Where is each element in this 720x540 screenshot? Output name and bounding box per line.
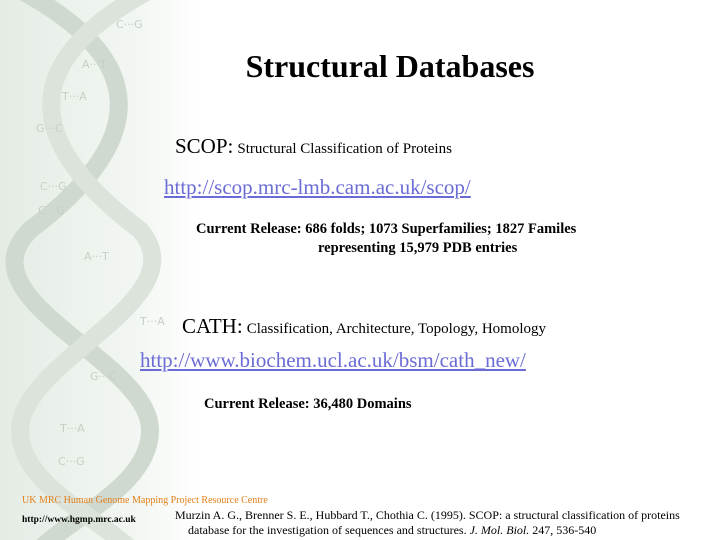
scop-url-link[interactable]: http://scop.mrc-lmb.cam.ac.uk/scop/ <box>164 175 471 199</box>
base-pair-label: G···C <box>36 122 63 135</box>
scop-description: Structural Classification of Proteins <box>237 141 452 157</box>
citation-volume-pages: 247, 536-540 <box>532 523 597 537</box>
citation-text: database for the investigation of sequences and structures. <box>188 523 467 537</box>
scop-release-line1: Current Release: 686 folds; 1073 Superfamilies; 1827 Familes <box>196 221 577 237</box>
citation-line1: Murzin A. G., Brenner S. E., Hubbard T., Chothia C. (1995). SCOP: a structural classification of proteins <box>175 508 680 522</box>
footer-url[interactable]: http://www.hgmp.mrc.ac.uk <box>22 515 136 525</box>
footer-centre-name: UK MRC Human Genome Mapping Project Resource Centre <box>22 495 268 506</box>
base-pair-label: T···A <box>140 315 165 328</box>
citation-line2 <box>188 523 596 538</box>
base-pair-label: A···T <box>82 58 107 71</box>
cath-name: CATH: <box>182 314 243 338</box>
base-pair-label: C···G <box>40 180 67 193</box>
scop-name: SCOP: <box>175 134 234 158</box>
scop-release-line2: representing 15,979 PDB entries <box>318 240 518 256</box>
base-pair-label: C···G <box>58 455 85 468</box>
cath-heading <box>182 314 546 339</box>
base-pair-label: C···G <box>38 204 65 217</box>
citation-journal: J. Mol. Biol. <box>469 523 530 537</box>
base-pair-label: G···C <box>90 370 117 383</box>
base-pair-label: C···G <box>116 18 143 31</box>
slide-title: Structural Databases <box>245 48 535 84</box>
cath-release: Current Release: 36,480 Domains <box>204 396 412 412</box>
cath-description: Classification, Architecture, Topology, Homology <box>246 321 547 337</box>
scop-heading <box>175 134 452 159</box>
base-pair-label: T···A <box>60 422 85 435</box>
base-pair-label: A···T <box>84 250 109 263</box>
cath-url-link[interactable]: http://www.biochem.ucl.ac.uk/bsm/cath_new/ <box>140 348 526 372</box>
base-pair-label: T···A <box>62 90 87 103</box>
